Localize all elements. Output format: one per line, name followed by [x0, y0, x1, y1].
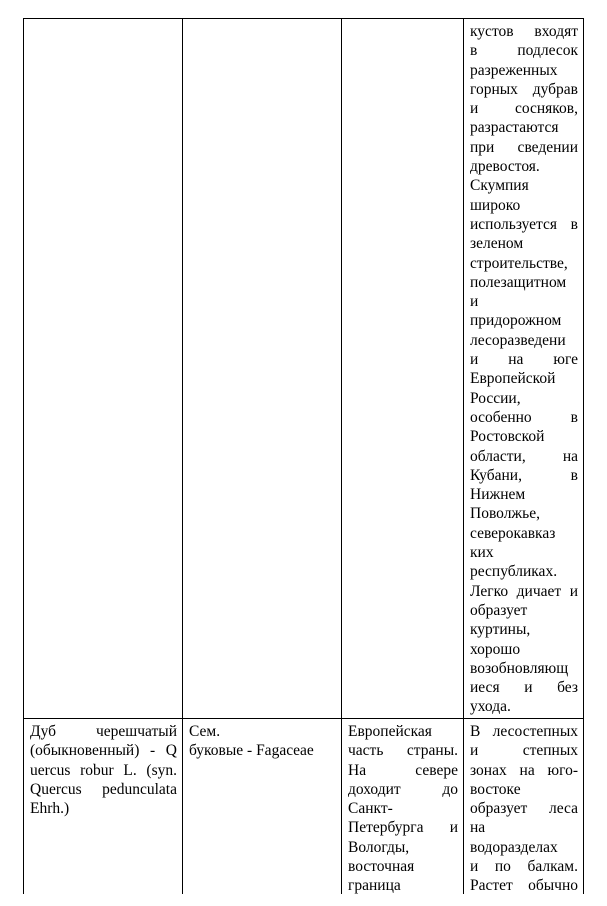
cell-text-line: водоразделах: [470, 838, 558, 856]
cell-text-line: Европейская: [348, 723, 432, 740]
cell-text-line: республиках.: [470, 563, 558, 581]
cell-text-line: разреженных: [470, 61, 558, 79]
table-top-border: [23, 18, 584, 19]
cell-text-line: кустов входят: [470, 23, 578, 40]
cell-text-line: ухода.: [470, 698, 511, 716]
cell-text-line: полезащитном: [470, 273, 567, 291]
cell-text-line: Ростовской: [470, 428, 545, 446]
cell-text-line: древостоя.: [470, 158, 540, 176]
cell-text-line: и степных: [470, 742, 578, 760]
row2-col3-cell: [348, 722, 458, 896]
cell-text-line: России,: [470, 389, 521, 407]
cell-text-line: часть страны.: [348, 742, 458, 760]
row1-col4-cell: [470, 22, 578, 717]
cell-text-line: и по балкам.: [470, 858, 578, 876]
cell-text-line: восточная: [348, 858, 415, 876]
cell-text-line: разрастаются: [470, 119, 559, 137]
cell-text-line: Петербурга и: [348, 819, 458, 837]
cell-text-line: ких: [470, 544, 494, 562]
col-border-1: [23, 18, 24, 894]
cell-text-line: в подлесок: [470, 42, 578, 60]
cell-text-line: области, на: [470, 447, 578, 465]
cell-text-line: и на юге: [470, 351, 578, 369]
cell-text-line: Скумпия: [470, 177, 529, 195]
row2-col1-cell: [30, 722, 177, 818]
cell-text-line: (обыкновенный) - Q: [30, 742, 177, 760]
row-divider: [23, 718, 584, 719]
cell-text-line: Ehrh.): [30, 800, 70, 818]
cell-text-line: зонах на юго-: [470, 761, 578, 779]
cell-text-line: Европейской: [470, 370, 556, 388]
cell-text-line: доходит до: [348, 780, 458, 798]
cell-text-line: горных дубрав: [470, 80, 578, 98]
cell-text-line: Сем.: [189, 723, 221, 740]
cell-text-line: на: [470, 819, 486, 837]
cell-text-line: востоке: [470, 780, 521, 798]
cell-text-line: uercus robur L. (syn.: [30, 761, 177, 779]
cell-text-line: Quercus pedunculata: [30, 780, 177, 798]
col-border-4: [463, 18, 464, 894]
cell-text-line: граница: [348, 877, 401, 895]
cell-text-line: северокавказ: [470, 524, 556, 542]
cell-text-line: Растет обычно: [470, 877, 578, 895]
cell-text-line: широко: [470, 196, 521, 214]
cell-text-line: Дуб черешчатый: [30, 723, 177, 740]
cell-text-line: На севере: [348, 761, 458, 779]
cell-text-line: буковые - Fagaceae: [189, 742, 314, 760]
cell-text-line: Легко дичает и: [470, 582, 578, 600]
cell-text-line: Кубани, в: [470, 466, 578, 484]
cell-text-line: и сосняков,: [470, 100, 578, 118]
cell-text-line: хорошо: [470, 640, 521, 658]
cell-text-line: иеся и без: [470, 679, 578, 697]
cell-text-line: и: [470, 293, 479, 311]
cell-text-line: Нижнем: [470, 486, 526, 504]
cell-text-line: особенно в: [470, 408, 578, 426]
cell-text-line: используется в: [470, 215, 578, 233]
cell-text-line: образует леса: [470, 800, 578, 818]
cell-text-line: Поволжье,: [470, 505, 540, 523]
cell-text-line: В лесостепных: [470, 723, 578, 740]
col-border-5: [583, 18, 584, 894]
cell-text-line: лесоразведени: [470, 331, 566, 349]
cell-text-line: придорожном: [470, 312, 562, 330]
cell-text-line: образует: [470, 601, 528, 619]
cell-text-line: зеленом: [470, 235, 524, 253]
row2-col4-cell: [470, 722, 578, 896]
cell-text-line: возобновляющ: [470, 659, 569, 677]
cell-text-line: Вологды,: [348, 838, 410, 856]
cell-text-line: Санкт-: [348, 800, 393, 818]
row2-col2-cell: [189, 722, 336, 761]
col-border-2: [182, 18, 183, 894]
col-border-3: [341, 18, 342, 894]
cell-text-line: строительстве,: [470, 254, 568, 272]
cell-text-line: куртины,: [470, 621, 531, 639]
cell-text-line: при сведении: [470, 138, 578, 156]
